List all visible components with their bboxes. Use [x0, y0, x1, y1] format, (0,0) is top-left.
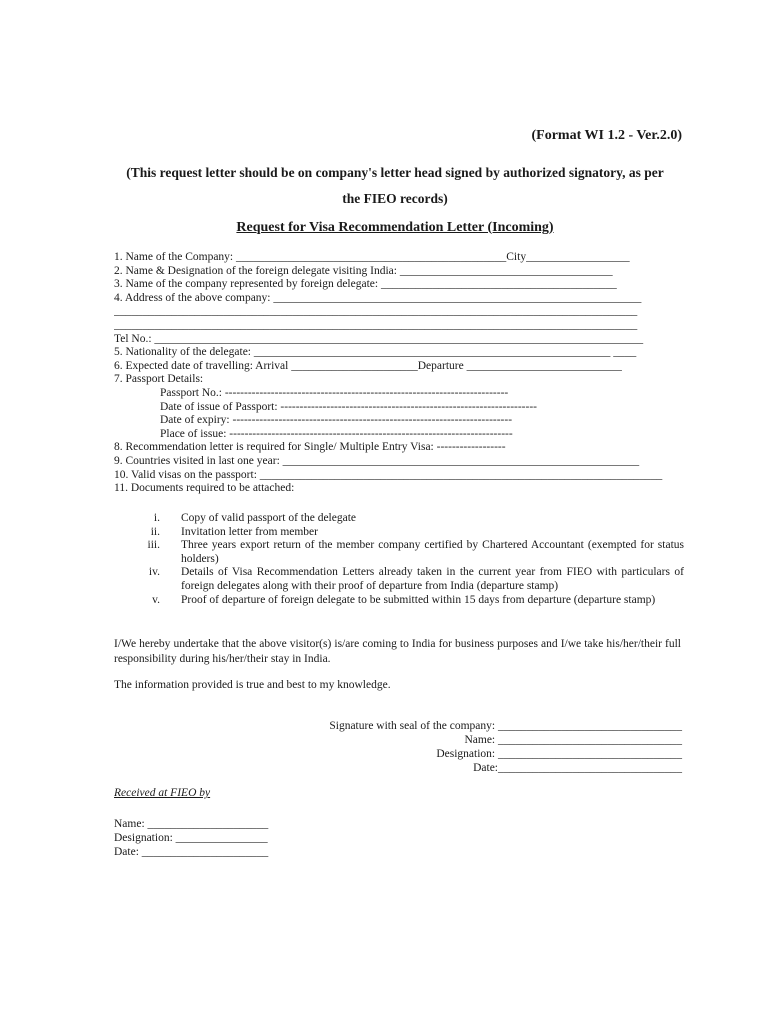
list-item-number: ii.: [150, 525, 160, 538]
format-version: (Format WI 1.2 - Ver.2.0): [531, 128, 682, 143]
field-represented-company: 3. Name of the company represented by foreign delegate: _________________________________________: [114, 278, 617, 291]
signature-name-line: Name: ________________________________: [464, 734, 682, 746]
received-fields: [114, 817, 268, 859]
signature-seal-line: Signature with seal of the company: ________________________________: [329, 720, 682, 732]
field-passport-no: Passport No.: --------------------------------------------------------------------------: [160, 386, 509, 399]
received-designation-line: Designation: ________________: [114, 832, 268, 844]
note-line-1: (This request letter should be on company's letter head signed by authorized signatory, as per: [126, 165, 664, 180]
field-countries-visited: 9. Countries visited in last one year: ______________________________________________________________: [114, 454, 640, 467]
field-valid-visas: 10. Valid visas on the passport: ______________________________________________________________________: [114, 468, 663, 481]
signature-block: [329, 719, 682, 775]
field-company: 1. Name of the Company: _______________________________________________City__________________: [114, 251, 630, 263]
form-fields: [114, 251, 684, 496]
list-item: [114, 566, 684, 593]
note-line-2: the FIEO records): [342, 191, 448, 206]
field-documents-heading: 11. Documents required to be attached:: [114, 482, 295, 495]
list-item: [114, 594, 684, 608]
list-item-number: v.: [152, 593, 160, 606]
list-item: [114, 539, 684, 566]
list-item-number: iv.: [148, 566, 160, 579]
list-item-text: Proof of departure of foreign delegate to be submitted within 15 days from departure (departure stamp): [181, 593, 656, 606]
document-title: Request for Visa Recommendation Letter (Incoming): [236, 220, 554, 235]
field-passport-expiry: Date of expiry: -------------------------------------------------------------------------: [160, 414, 513, 427]
documents-list: [114, 512, 684, 607]
field-recommendation: 8. Recommendation letter is required for Single/ Multiple Entry Visa: ------------------: [114, 441, 506, 454]
field-passport-place: Place of issue: --------------------------------------------------------------------------: [160, 427, 513, 440]
received-heading: Received at FIEO by: [114, 787, 211, 799]
list-item: [114, 512, 684, 526]
list-item-text: Three years export return of the member company certified by Chartered Accountant (exempted for status holders): [181, 539, 684, 565]
declaration-text: The information provided is true and best to my knowledge.: [114, 679, 391, 691]
letterhead-note: [100, 160, 690, 212]
field-address: 4. Address of the above company: ________________________________________________________________: [114, 291, 642, 304]
list-item-text: Invitation letter from member: [181, 525, 318, 538]
list-item-number: iii.: [147, 539, 160, 552]
field-passport-details: 7. Passport Details:: [114, 373, 204, 386]
field-tel: Tel No.: _____________________________________________________________________________________: [114, 332, 644, 345]
list-item-text: Details of Visa Recommendation Letters already taken in the current year from FIEO with particulars of foreign delegates along with their proof of departure from India (departure stamp): [181, 566, 684, 592]
field-nationality: 5. Nationality of the delegate: ______________________________________________________________ ____: [114, 346, 637, 359]
field-passport-issue-date: Date of issue of Passport: -------------------------------------------------------------------: [160, 400, 537, 413]
undertaking-paragraph: I/We hereby undertake that the above visitor(s) is/are coming to India for business purposes and I/we take his/her/their full responsibility during his/her/their stay in India.: [114, 638, 681, 665]
field-travel-date: 6. Expected date of travelling: Arrival ______________________Departure ___________________________: [114, 359, 622, 372]
field-address-blank-1: ___________________________________________________________________________________________: [114, 305, 638, 318]
received-name-line: Name: _____________________: [114, 818, 269, 830]
field-address-blank-2: ___________________________________________________________________________________________: [114, 318, 638, 331]
field-designation: 2. Name & Designation of the foreign delegate visiting India: _____________________________________: [114, 264, 613, 277]
list-item: [114, 526, 684, 540]
list-item-text: Copy of valid passport of the delegate: [181, 512, 357, 524]
signature-date-line: Date:________________________________: [473, 762, 682, 774]
signature-designation-line: Designation: ________________________________: [436, 748, 682, 760]
received-date-line: Date: ______________________: [114, 846, 269, 858]
list-item-number: i.: [153, 512, 160, 524]
